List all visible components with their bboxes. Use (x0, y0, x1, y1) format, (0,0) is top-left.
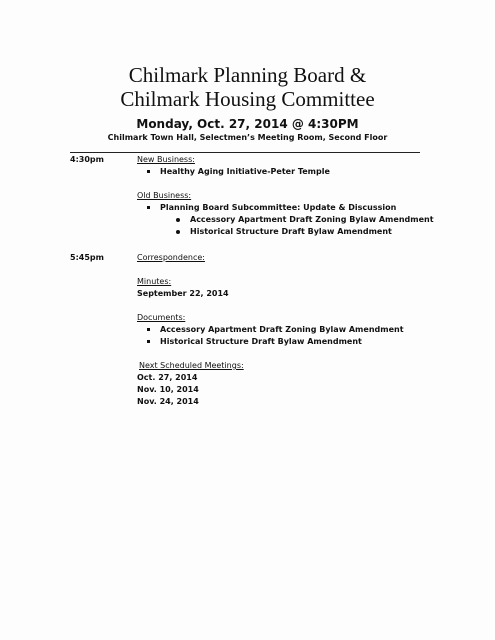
new-business-heading: New Business: (137, 155, 195, 164)
bullet-square-icon (147, 206, 150, 209)
next-meeting-date: Oct. 27, 2014 (137, 373, 198, 382)
next-meetings-heading: Next Scheduled Meetings: (139, 361, 244, 370)
old-business-heading: Old Business: (137, 191, 192, 200)
meeting-location: Chilmark Town Hall, Selectmen’s Meeting Room, Second Floor (107, 133, 388, 142)
old-business-subitem: Accessory Apartment Draft Zoning Bylaw Amendment (190, 215, 434, 224)
old-business-subitem: Historical Structure Draft Bylaw Amendment (190, 227, 392, 236)
minutes-date: September 22, 2014 (137, 289, 229, 298)
bullet-dot-icon (176, 230, 180, 234)
title-line-2: Chilmark Housing Committee (120, 87, 375, 111)
new-business-item: Healthy Aging Initiative-Peter Temple (160, 167, 330, 176)
next-meeting-date: Nov. 24, 2014 (137, 397, 199, 406)
time-slot-2: 5:45pm (70, 253, 104, 262)
bullet-square-icon (147, 340, 150, 343)
header-divider (70, 152, 420, 153)
document-item: Historical Structure Draft Bylaw Amendment (160, 337, 362, 346)
documents-heading: Documents: (137, 313, 186, 322)
document-item: Accessory Apartment Draft Zoning Bylaw Amendment (160, 325, 404, 334)
correspondence-heading: Correspondence: (137, 253, 205, 262)
bullet-square-icon (147, 328, 150, 331)
title-line-1: Chilmark Planning Board & (128, 63, 367, 87)
bullet-dot-icon (176, 218, 180, 222)
next-meeting-date: Nov. 10, 2014 (137, 385, 199, 394)
minutes-heading: Minutes: (137, 277, 172, 286)
time-slot-1: 4:30pm (70, 155, 104, 164)
bullet-square-icon (147, 170, 150, 173)
meeting-date: Monday, Oct. 27, 2014 @ 4:30PM (136, 117, 359, 131)
old-business-item: Planning Board Subcommittee: Update & Discussion (160, 203, 397, 212)
